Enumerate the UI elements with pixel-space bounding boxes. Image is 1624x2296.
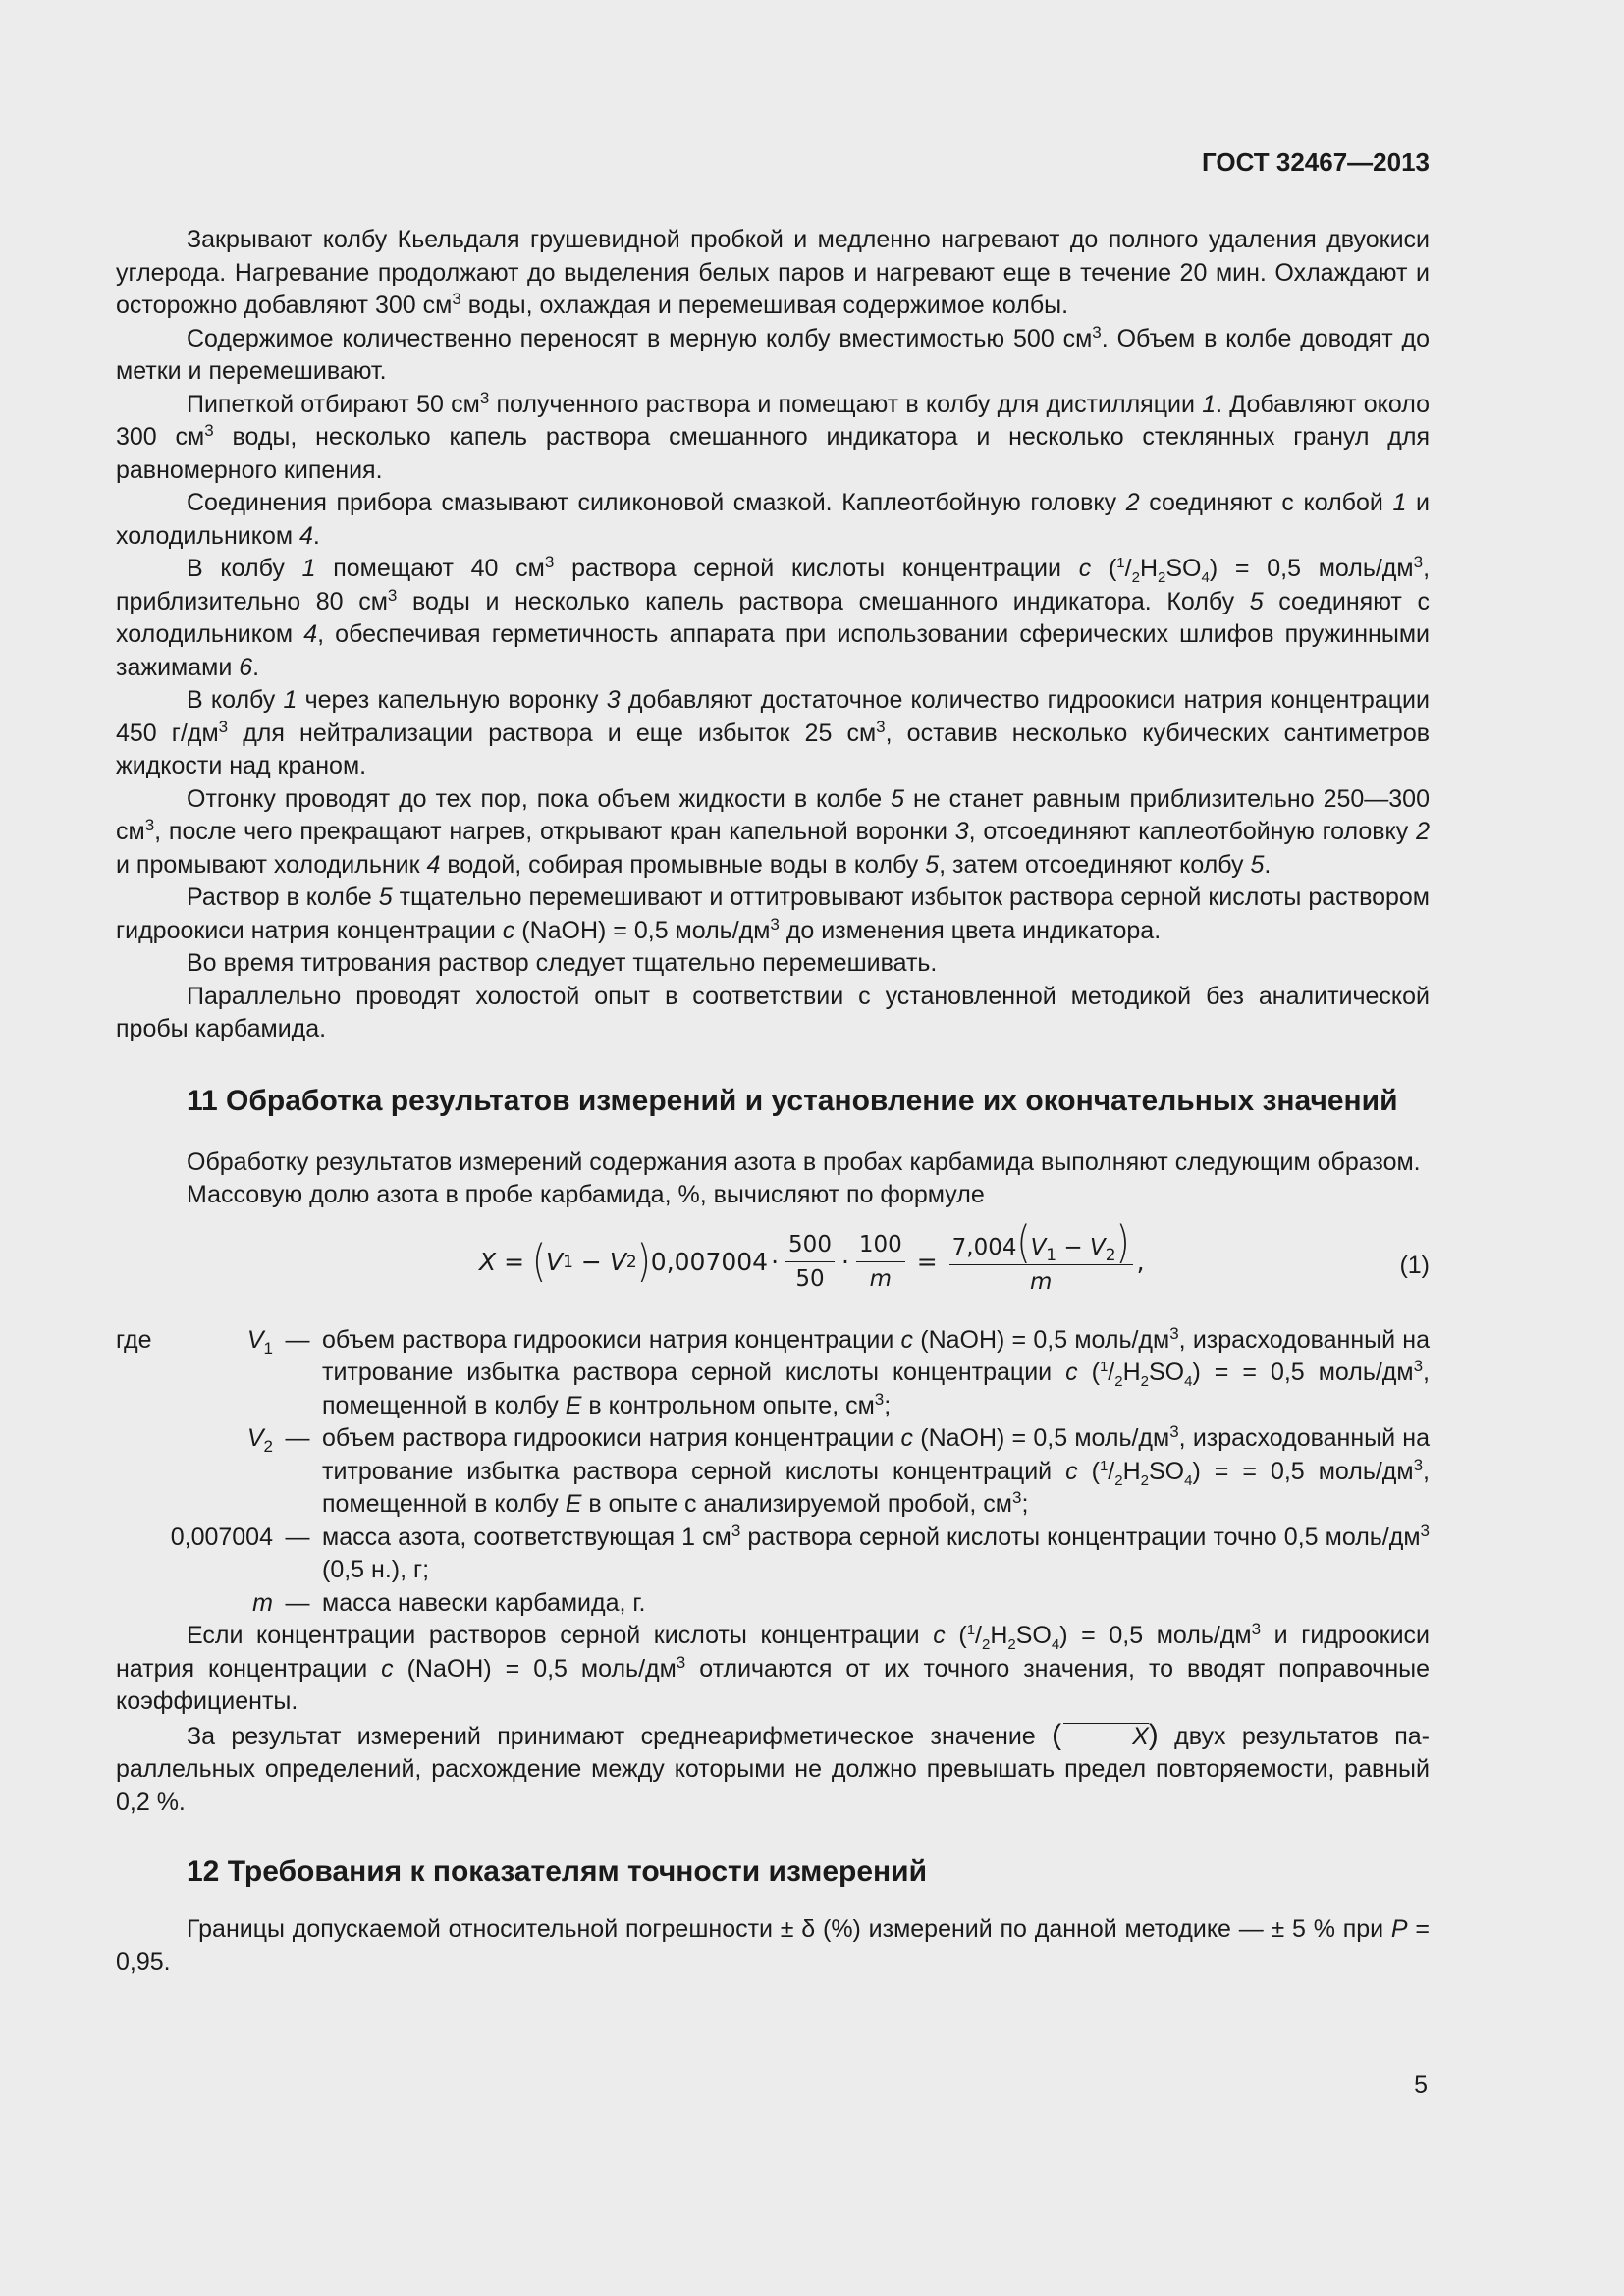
chem-formula: $(^1/_2H_2SO_4)$ <box>1108 555 1218 586</box>
definition-v1: где $V_1$ — объем раствора гидроокиси натрия концентрации c (NaOH) = 0,5 моль/$дм^3$, израсходованный на титрование избытка раствора серной кислоты концентрации c $(^1/_2H_2SO_4)$ = = 0,5 моль/$дм^3$, помещенной в колбу Е в контрольном опыте, $см^3$; <box>116 1323 1430 1419</box>
paragraph: Обработку результатов измерений содержания азота в пробах карбамида выполняют следующим образом. <box>187 1148 1421 1176</box>
fraction: $\frac{500}{50}$ <box>785 1228 835 1296</box>
formula-block <box>116 1217 1430 1320</box>
standard-code: ГОСТ 32467—2013 <box>1202 147 1430 177</box>
mean-x: X <box>1061 1721 1149 1754</box>
paragraph: В колбу 1 помещают 40 $см^3$ раствора серной кислоты концентрации c $(^1/_2H_2SO_4) = 0,5$ моль/$дм^3$, приблизительно 80 $см^3$ воды и несколько капель раствора смешанного индикатора. Колбу 5 соединяют с холодильником 4, обеспечивая герметичность аппарата при использовании сферических шлифов пружинными зажимами 6. <box>116 553 1431 681</box>
paragraph: В колбу 1 через капельную воронку 3 добавляют достаточное количество гидроокиси натрия концентрации 450 $г/дм^3$ для нейтрализации раствора и еще избыток 25 $см^3$, оставив несколько кубических сантиметров жидкости над краном. <box>116 686 1431 779</box>
definition-m: m — масса навески карбамида, г. <box>252 1588 646 1617</box>
definition-v2: $V_2$ — объем раствора гидроокиси натрия концентрации c (NaOH) = 0,5 моль/$дм^3$, израсходованный на титрование избытка раствора серной кислоты концентраций c $(^1/_2H_2SO_4)$ = = 0,5 моль/$дм^3$, помещенной в колбу Е в опыте с анализируемой пробой, $см^3$; <box>246 1422 1430 1518</box>
section-heading-12: 12 Требования к показателям точности измерений <box>187 1855 928 1888</box>
fraction: $\frac{7,004(V_1 - V_2)}{m}$ <box>949 1226 1133 1299</box>
paragraph: Во время титрования раствор следует тщательно перемешивать. <box>187 949 938 977</box>
paragraph: Соединения прибора смазывают силиконовой смазкой. Каплеотбойную головку 2 соединяют с колбой 1 и холодильником 4. <box>116 489 1430 550</box>
formula-number: (1) <box>1399 1251 1430 1279</box>
paragraph: Раствор в колбе 5 тщательно перемешивают и оттитровывают избыток раствора серной кислоты раствором гидроокиси натрия концентрации c (NaOH) = 0,5 моль/$дм^3$ до изменения цвета индикатора. <box>116 883 1430 944</box>
section-heading-11: 11 Обработка результатов измерений и установление их окончательных значений <box>187 1084 1398 1117</box>
paragraph: За результат измерений принимают среднеарифметическое значение ( X) двух результатов параллельных определений, расхождение между которыми не должно превышать предел повторяемости, равный 0,2 %. <box>116 1718 1430 1816</box>
paragraph: Массовую долю азота в пробе карбамида, %, вычисляют по формуле <box>187 1181 985 1208</box>
paragraph: Закрывают колбу Кьельдаля грушевидной пробкой и медленно нагревают до полного удаления двуокиси углерода. Нагревание продолжают до выделения белых паров и нагревают еще в течение 20 мин. Охлаждают и осторожно добавляют 300 $см^3$ воды, охлаждая и перемешивая содержимое колбы. <box>116 226 1430 319</box>
fraction: $\frac{100}{m}$ <box>856 1228 905 1296</box>
definition-coefficient: 0,007004 — масса азота, соответствующая 1 $см^3$ раствора серной кислоты концентрации точно 0,5 моль/$дм^3$ (0,5 н.), г; <box>170 1521 1430 1583</box>
formula: X = ( V 1 − V 2 ) 0,007004 · $\frac{500}{50}$ · $\frac{100}{m}$ = $\frac{7,004(V_1 - V_2)}{m}$ , <box>479 1226 1145 1299</box>
paragraph: Параллельно проводят холостой опыт в соответствии с установленной методикой без аналитической пробы карбамида. <box>116 982 1430 1042</box>
paragraph: Если концентрации растворов серной кислоты концентрации c $(^1/_2H_2SO_4) = 0,5$ моль/$дм^3$ и гидроокиси натрия концентрации c (NaOH) = 0,5 моль/$дм^3$ отличаются от их точного значения, то вводят поправочные коэффициенты. <box>116 1620 1431 1715</box>
definitions-list <box>116 1324 1430 1621</box>
paragraph: Отгонку проводят до тех пор, пока объем жидкости в колбе 5 не станет равным приблизительно 250—300 $см^3$, после чего прекращают нагрев, открывают кран капельной воронки 3, отсоединяют каплеотбойную головку 2 и промывают холодильник 4 водой, собирая промывные воды в колбу 5, затем отсоединяют колбу 5. <box>116 784 1430 879</box>
paragraph: Границы допускаемой относительной погрешности ± δ (%) измерений по данной методике — ± 5 % при P = 0,95. <box>116 1915 1430 1976</box>
paragraph: Пипеткой отбирают 50 $см^3$ полученного раствора и помещают в колбу для дистилляции 1. Добавляют около 300 $см^3$ воды, несколько капель раствора смешанного индикатора и несколько стеклянных гранул для равномерного кипения. <box>116 388 1430 484</box>
page-number: 5 <box>1414 2071 1428 2099</box>
paragraph: Содержимое количественно переносят в мерную колбу вместимостью 500 $см^3$. Объем в колбе доводят до метки и перемешивают. <box>116 322 1430 385</box>
document-body <box>116 224 1430 1979</box>
